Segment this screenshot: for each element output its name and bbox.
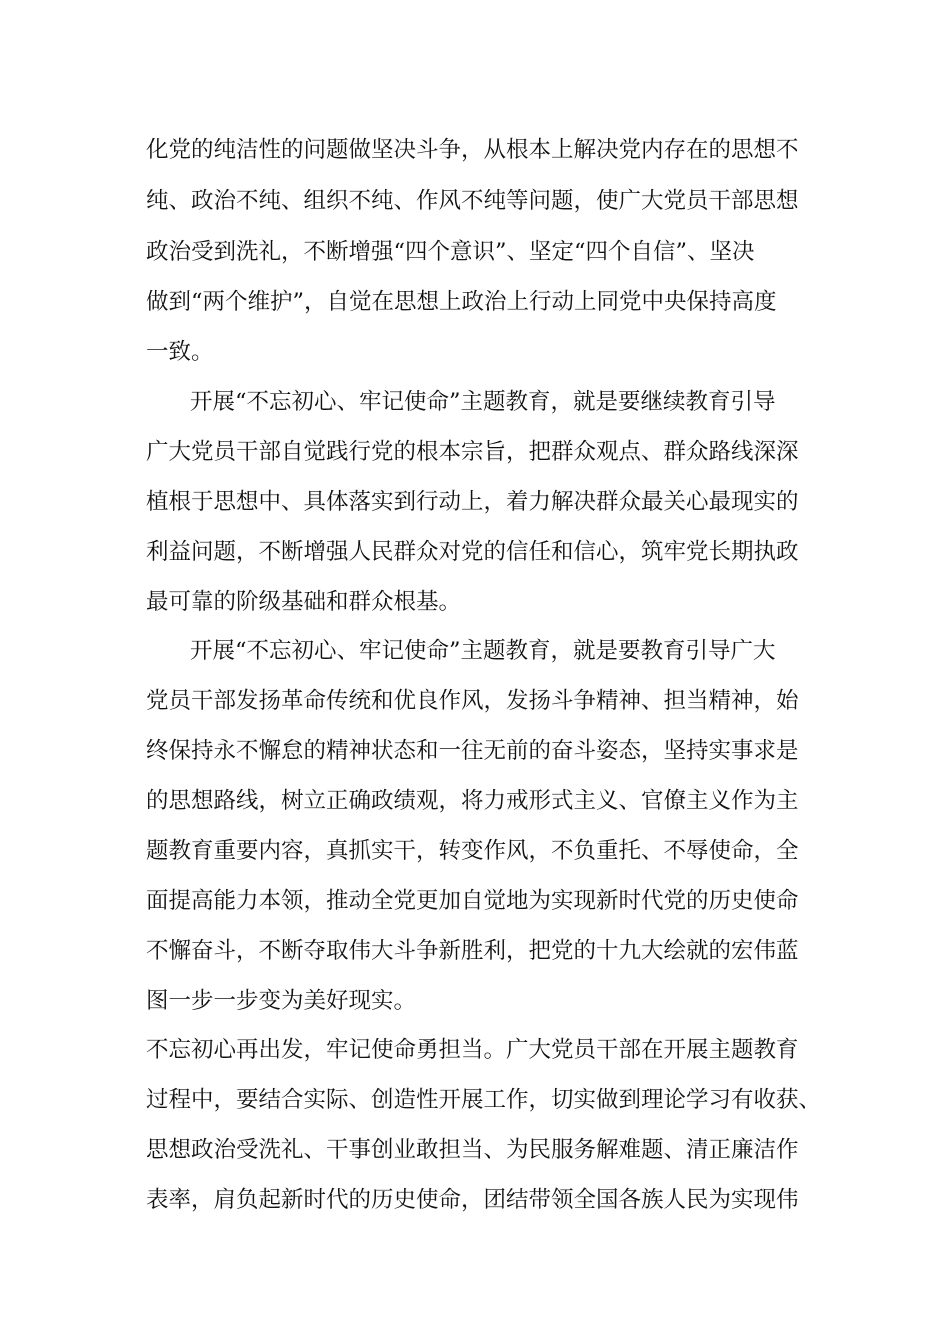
text-line: 党员干部发扬革命传统和优良作风，发扬斗争精神、担当精神，始	[146, 688, 799, 714]
text-line: 利益问题，不断增强人民群众对党的信任和信心，筑牢党长期执政	[146, 539, 799, 565]
text-line: 思想政治受洗礼、干事创业敢担当、为民服务解难题、清正廉洁作	[146, 1137, 799, 1163]
text-line: 纯、政治不纯、组织不纯、作风不纯等问题，使广大党员干部思想	[146, 188, 799, 214]
text-line: 的思想路线，树立正确政绩观，将力戒形式主义、官僚主义作为主	[146, 788, 799, 814]
text-line: 化党的纯洁性的问题做坚决斗争，从根本上解决党内存在的思想不	[146, 137, 799, 163]
paragraph-first-line: 开展“不忘初心、牢记使命”主题教育，就是要教育引导广大	[190, 638, 776, 664]
text-line: 广大党员干部自觉践行党的根本宗旨，把群众观点、群众路线深深	[146, 439, 799, 465]
text-line: 一致。	[146, 339, 214, 365]
text-line: 最可靠的阶级基础和群众根基。	[146, 589, 462, 615]
text-line: 政治受到洗礼，不断增强“四个意识”、坚定“四个自信”、坚决	[146, 239, 755, 265]
text-line: 图一步一步变为美好现实。	[146, 988, 417, 1014]
text-line: 过程中，要结合实际、创造性开展工作，切实做到理论学习有收获、	[146, 1087, 822, 1113]
text-line: 表率，肩负起新时代的历史使命，团结带领全国各族人民为实现伟	[146, 1187, 799, 1213]
text-line: 不懈奋斗，不断夺取伟大斗争新胜利，把党的十九大绘就的宏伟蓝	[146, 938, 799, 964]
text-line: 题教育重要内容，真抓实干，转变作风，不负重托、不辱使命，全	[146, 838, 799, 864]
text-line: 面提高能力本领，推动全党更加自觉地为实现新时代党的历史使命	[146, 888, 799, 914]
paragraph-first-line: 开展“不忘初心、牢记使命”主题教育，就是要继续教育引导	[190, 389, 776, 415]
text-line: 做到“两个维护”，自觉在思想上政治上行动上同党中央保持高度	[146, 289, 777, 315]
paragraph-first-line: 不忘初心再出发，牢记使命勇担当。广大党员干部在开展主题教育	[146, 1037, 799, 1063]
text-line: 终保持永不懈怠的精神状态和一往无前的奋斗姿态，坚持实事求是	[146, 738, 799, 764]
text-line: 植根于思想中、具体落实到行动上，着力解决群众最关心最现实的	[146, 489, 799, 515]
